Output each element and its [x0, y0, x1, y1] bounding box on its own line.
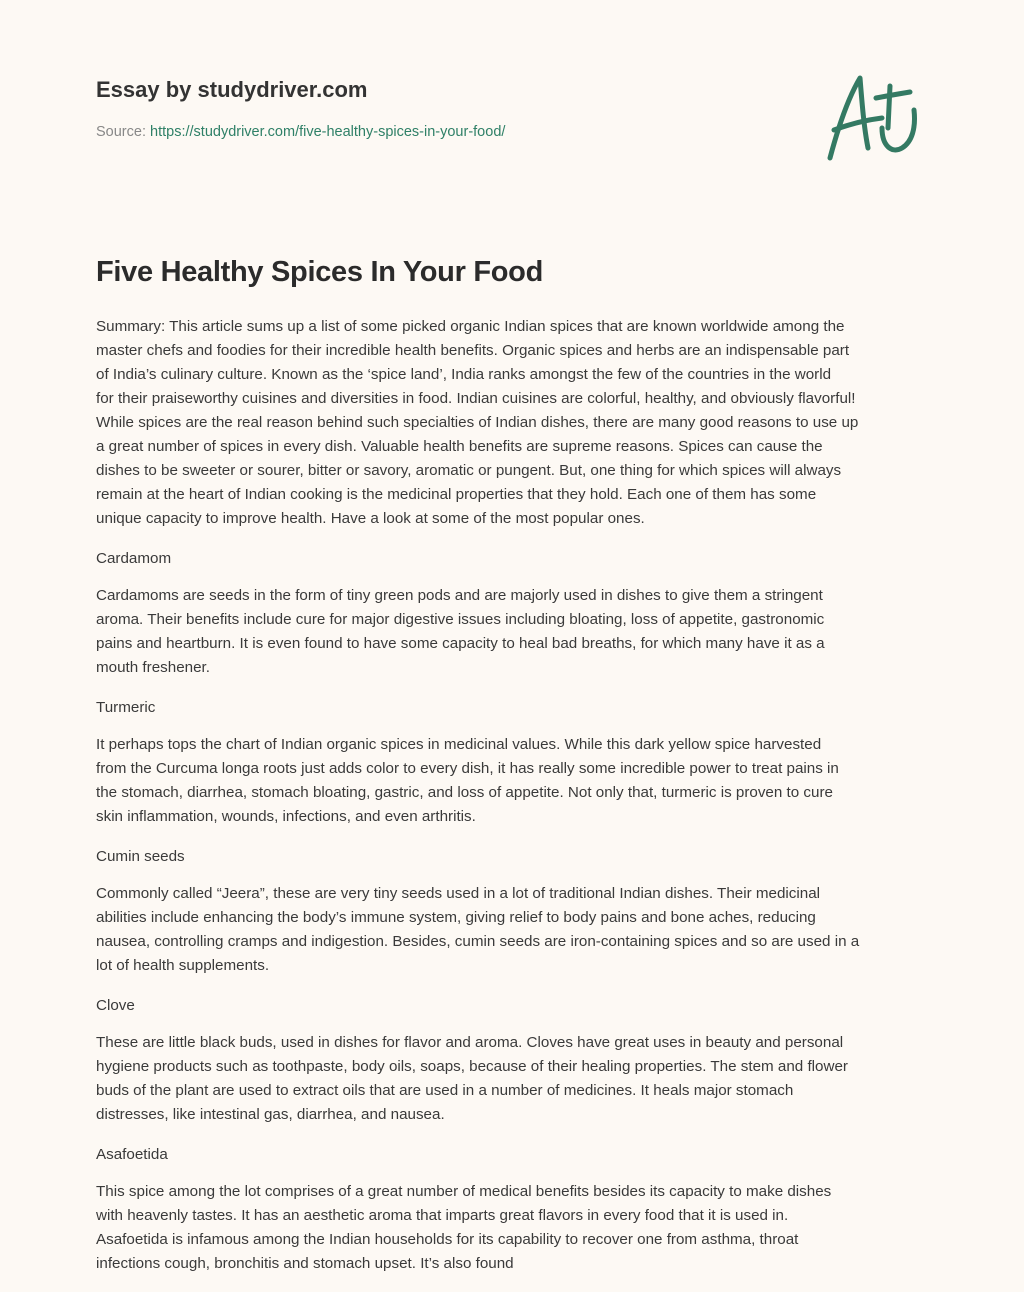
essay-body [96, 315, 936, 1292]
text-line: It perhaps tops the chart of Indian organic spices in medicinal values. While this dark yellow spice harvested [96, 736, 822, 753]
text-line: remain at the heart of Indian cooking is the medicinal properties that they hold. Each one of them has some [96, 486, 817, 503]
text-line: mouth freshener. [96, 659, 210, 676]
section-paragraph [96, 733, 936, 829]
source-link[interactable]: https://studydriver.com/five-healthy-spices-in-your-food/ [150, 124, 506, 140]
page-title: Five Healthy Spices In Your Food [96, 256, 543, 288]
section-heading: Clove [96, 997, 135, 1014]
summary-paragraph [96, 315, 936, 531]
section-paragraph [96, 584, 936, 680]
text-line: Summary: This article sums up a list of some picked organic Indian spices that are known worldwide among the [96, 318, 845, 335]
section-paragraph [96, 1031, 936, 1127]
section-heading: Asafoetida [96, 1146, 168, 1163]
text-line: abilities include enhancing the body’s immune system, giving relief to body pains and bone aches, reducing [96, 909, 816, 926]
section-heading: Turmeric [96, 699, 156, 716]
text-line: a great number of spices in every dish. Valuable health benefits are supreme reasons. Spices can cause the [96, 438, 823, 455]
text-line: of India’s culinary culture. Known as the ‘spice land’, India ranks amongst the few of the countries in the world [96, 366, 832, 383]
text-line: dishes to be sweeter or sourer, bitter or savory, aromatic or pungent. But, one thing for which spices will always [96, 462, 842, 479]
text-line: nausea, controlling cramps and indigestion. Besides, cumin seeds are iron-containing spices and so are used in a [96, 933, 860, 950]
section-paragraph [96, 1180, 936, 1276]
text-line: aroma. Their benefits include cure for major digestive issues including bloating, loss of appetite, gastronomic [96, 611, 825, 628]
text-line: Cardamoms are seeds in the form of tiny green pods and are majorly used in dishes to give them a stringent [96, 587, 823, 604]
source-line [96, 124, 505, 140]
source-label: Source: [96, 124, 146, 140]
text-line: from the Curcuma longa roots just adds color to every dish, it has really some incredible power to treat pains in [96, 760, 839, 777]
text-line: This spice among the lot comprises of a great number of medical benefits besides its capacity to make dishes [96, 1183, 832, 1200]
text-line: for their praiseworthy cuisines and diversities in food. Indian cuisines are colorful, healthy, and obviously flavorful! [96, 390, 856, 407]
text-line: infections cough, bronchitis and stomach upset. It’s also found [96, 1255, 514, 1272]
text-line: pains and heartburn. It is even found to have some capacity to heal bad breaths, for which many have it as a [96, 635, 825, 652]
text-line: with heavenly tastes. It has an aesthetic aroma that imparts great flavors in every food that it is used in. [96, 1207, 789, 1224]
section-heading: Cumin seeds [96, 848, 185, 865]
text-line: unique capacity to improve health. Have a look at some of the most popular ones. [96, 510, 645, 527]
text-line: Asafoetida is infamous among the Indian households for its capability to recover one from asthma, throat [96, 1231, 799, 1248]
site-brand: Essay by studydriver.com [96, 77, 368, 102]
text-line: master chefs and foodies for their incredible health benefits. Organic spices and herbs are an indispensable part [96, 342, 850, 359]
text-line: skin inflammation, wounds, infections, and even arthritis. [96, 808, 476, 825]
a-plus-logo-icon [820, 68, 930, 173]
text-line: the stomach, diarrhea, stomach bloating, gastric, and loss of appetite. Not only that, turmeric is proven to cure [96, 784, 833, 801]
text-line: hygiene products such as toothpaste, body oils, soaps, because of their healing properties. The stem and flower [96, 1058, 848, 1075]
text-line: These are little black buds, used in dishes for flavor and aroma. Cloves have great uses in beauty and personal [96, 1034, 844, 1051]
text-line: lot of health supplements. [96, 957, 270, 974]
text-line: distresses, like intestinal gas, diarrhea, and nausea. [96, 1106, 445, 1123]
text-line: Commonly called “Jeera”, these are very tiny seeds used in a lot of traditional Indian dishes. Their medicinal [96, 885, 821, 902]
section-heading: Cardamom [96, 550, 172, 567]
section-paragraph [96, 882, 936, 978]
text-line: While spices are the real reason behind such specialties of Indian dishes, there are many good reasons to use up [96, 414, 859, 431]
text-line: buds of the plant are used to extract oils that are used in a number of medicines. It heals major stomach [96, 1082, 794, 1099]
